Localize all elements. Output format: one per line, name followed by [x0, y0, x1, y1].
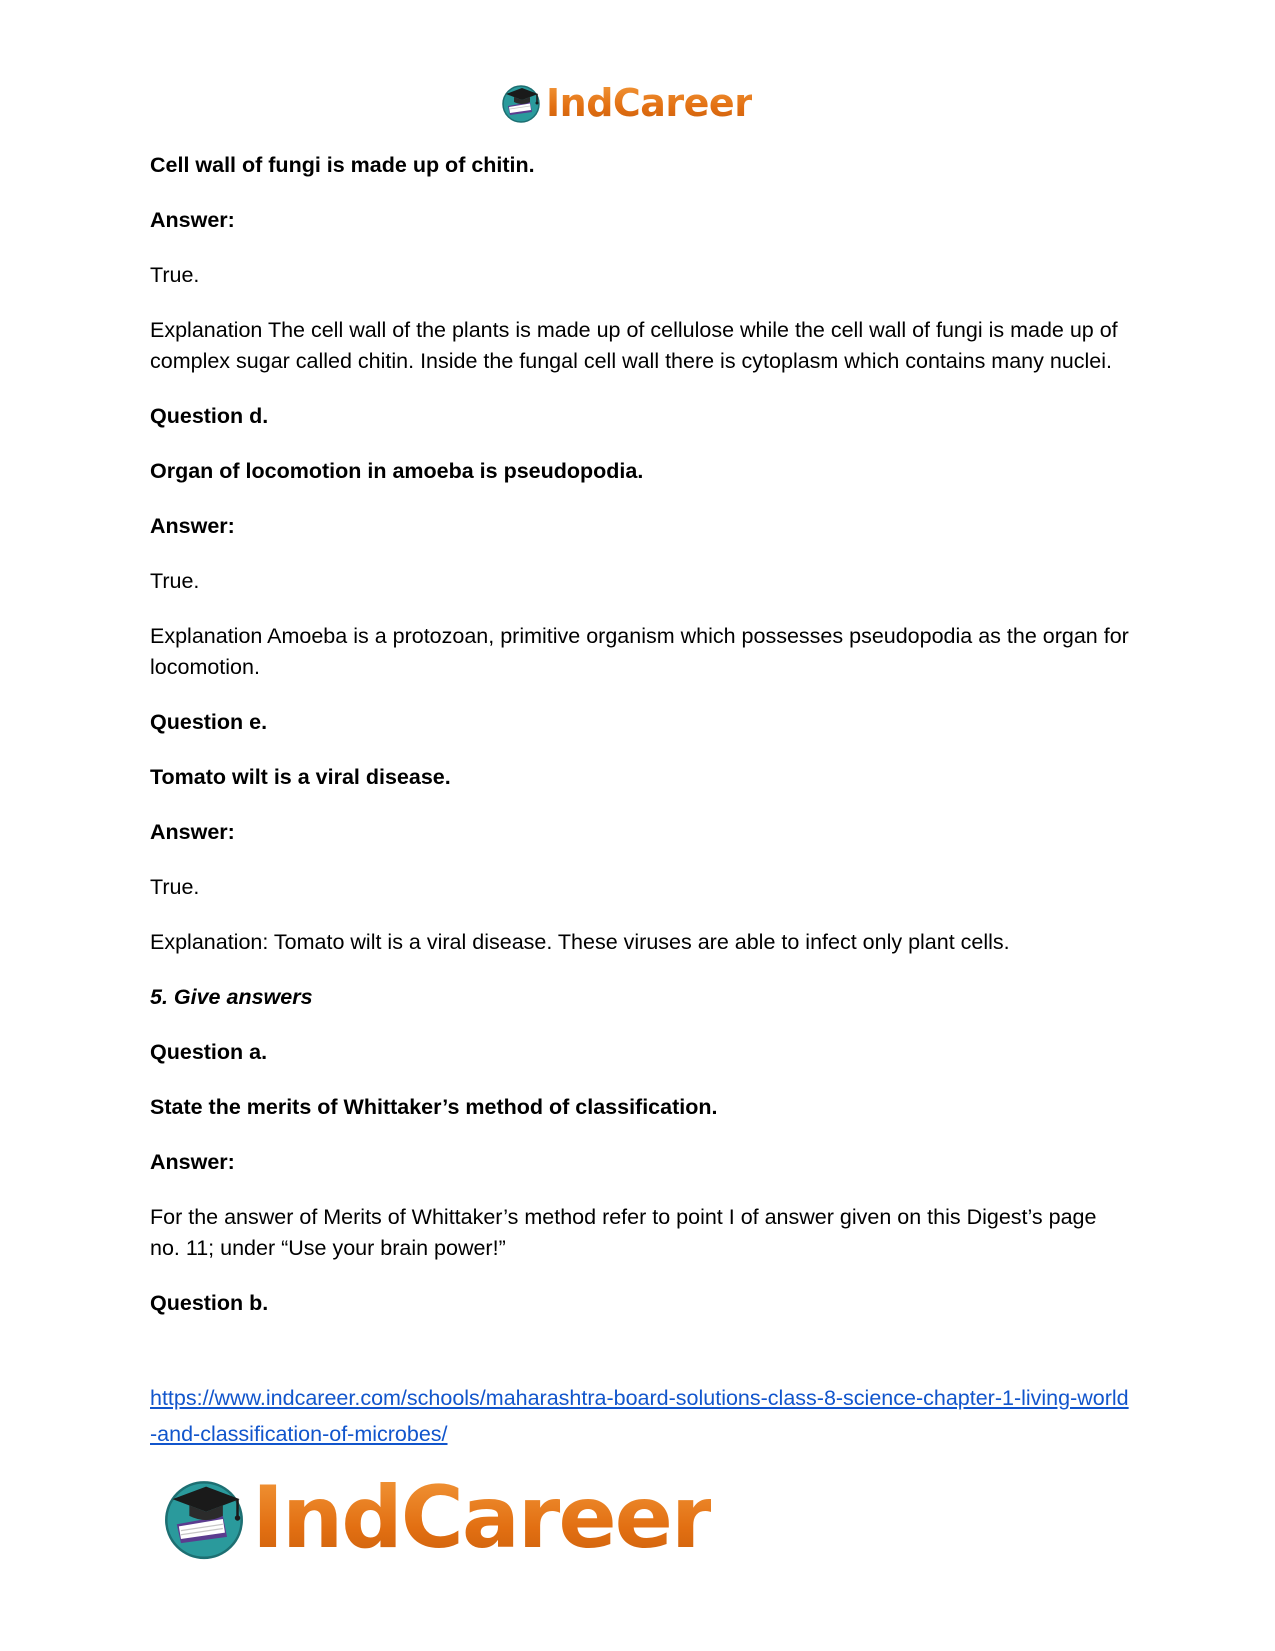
explanation-text: Explanation Amoeba is a protozoan, primitive organism which possesses pseudopodia as the organ for locomotion.	[150, 624, 1129, 679]
header-logo	[500, 78, 752, 128]
footer-logo	[160, 1468, 711, 1568]
header-logo-text: IndCareer	[546, 81, 753, 125]
footer-logo-text: IndCareer	[252, 1468, 712, 1568]
answer-label: Answer:	[150, 820, 235, 844]
source-url-link[interactable]: https://www.indcareer.com/schools/maharashtra-board-solutions-class-8-science-chapter-1-living-world-and-classification-of-microbes/	[150, 1386, 1129, 1446]
answer-label: Answer:	[150, 514, 235, 538]
question-statement: Cell wall of fungi is made up of chitin.	[150, 153, 535, 177]
answer-label: Answer:	[150, 1150, 235, 1174]
question-statement: State the merits of Whittaker’s method of classification.	[150, 1095, 718, 1119]
question-statement: Tomato wilt is a viral disease.	[150, 765, 451, 789]
question-label: Question a.	[150, 1040, 268, 1064]
explanation-text: Explanation: Tomato wilt is a viral disease. These viruses are able to infect only plant cells.	[150, 930, 1010, 954]
question-statement: Organ of locomotion in amoeba is pseudopodia.	[150, 459, 644, 483]
section-heading: 5. Give answers	[150, 985, 313, 1009]
graduation-cap-book-icon	[500, 82, 542, 124]
document-body	[150, 150, 1130, 1343]
answer-label: Answer:	[150, 208, 235, 232]
explanation-text: Explanation The cell wall of the plants is made up of cellulose while the cell wall of fungi is made up of complex sugar called chitin. Inside the fungal cell wall there is cytoplasm which contains many nuclei.	[150, 318, 1118, 373]
question-label: Question d.	[150, 404, 269, 428]
answer-value: True.	[150, 875, 200, 899]
answer-value: True.	[150, 263, 200, 287]
graduation-cap-book-icon	[160, 1474, 248, 1562]
question-label: Question e.	[150, 710, 268, 734]
question-label: Question b.	[150, 1291, 269, 1315]
answer-text: For the answer of Merits of Whittaker’s method refer to point I of answer given on this Digest’s page no. 11; under “Use your brain power!”	[150, 1205, 1097, 1260]
answer-value: True.	[150, 569, 200, 593]
